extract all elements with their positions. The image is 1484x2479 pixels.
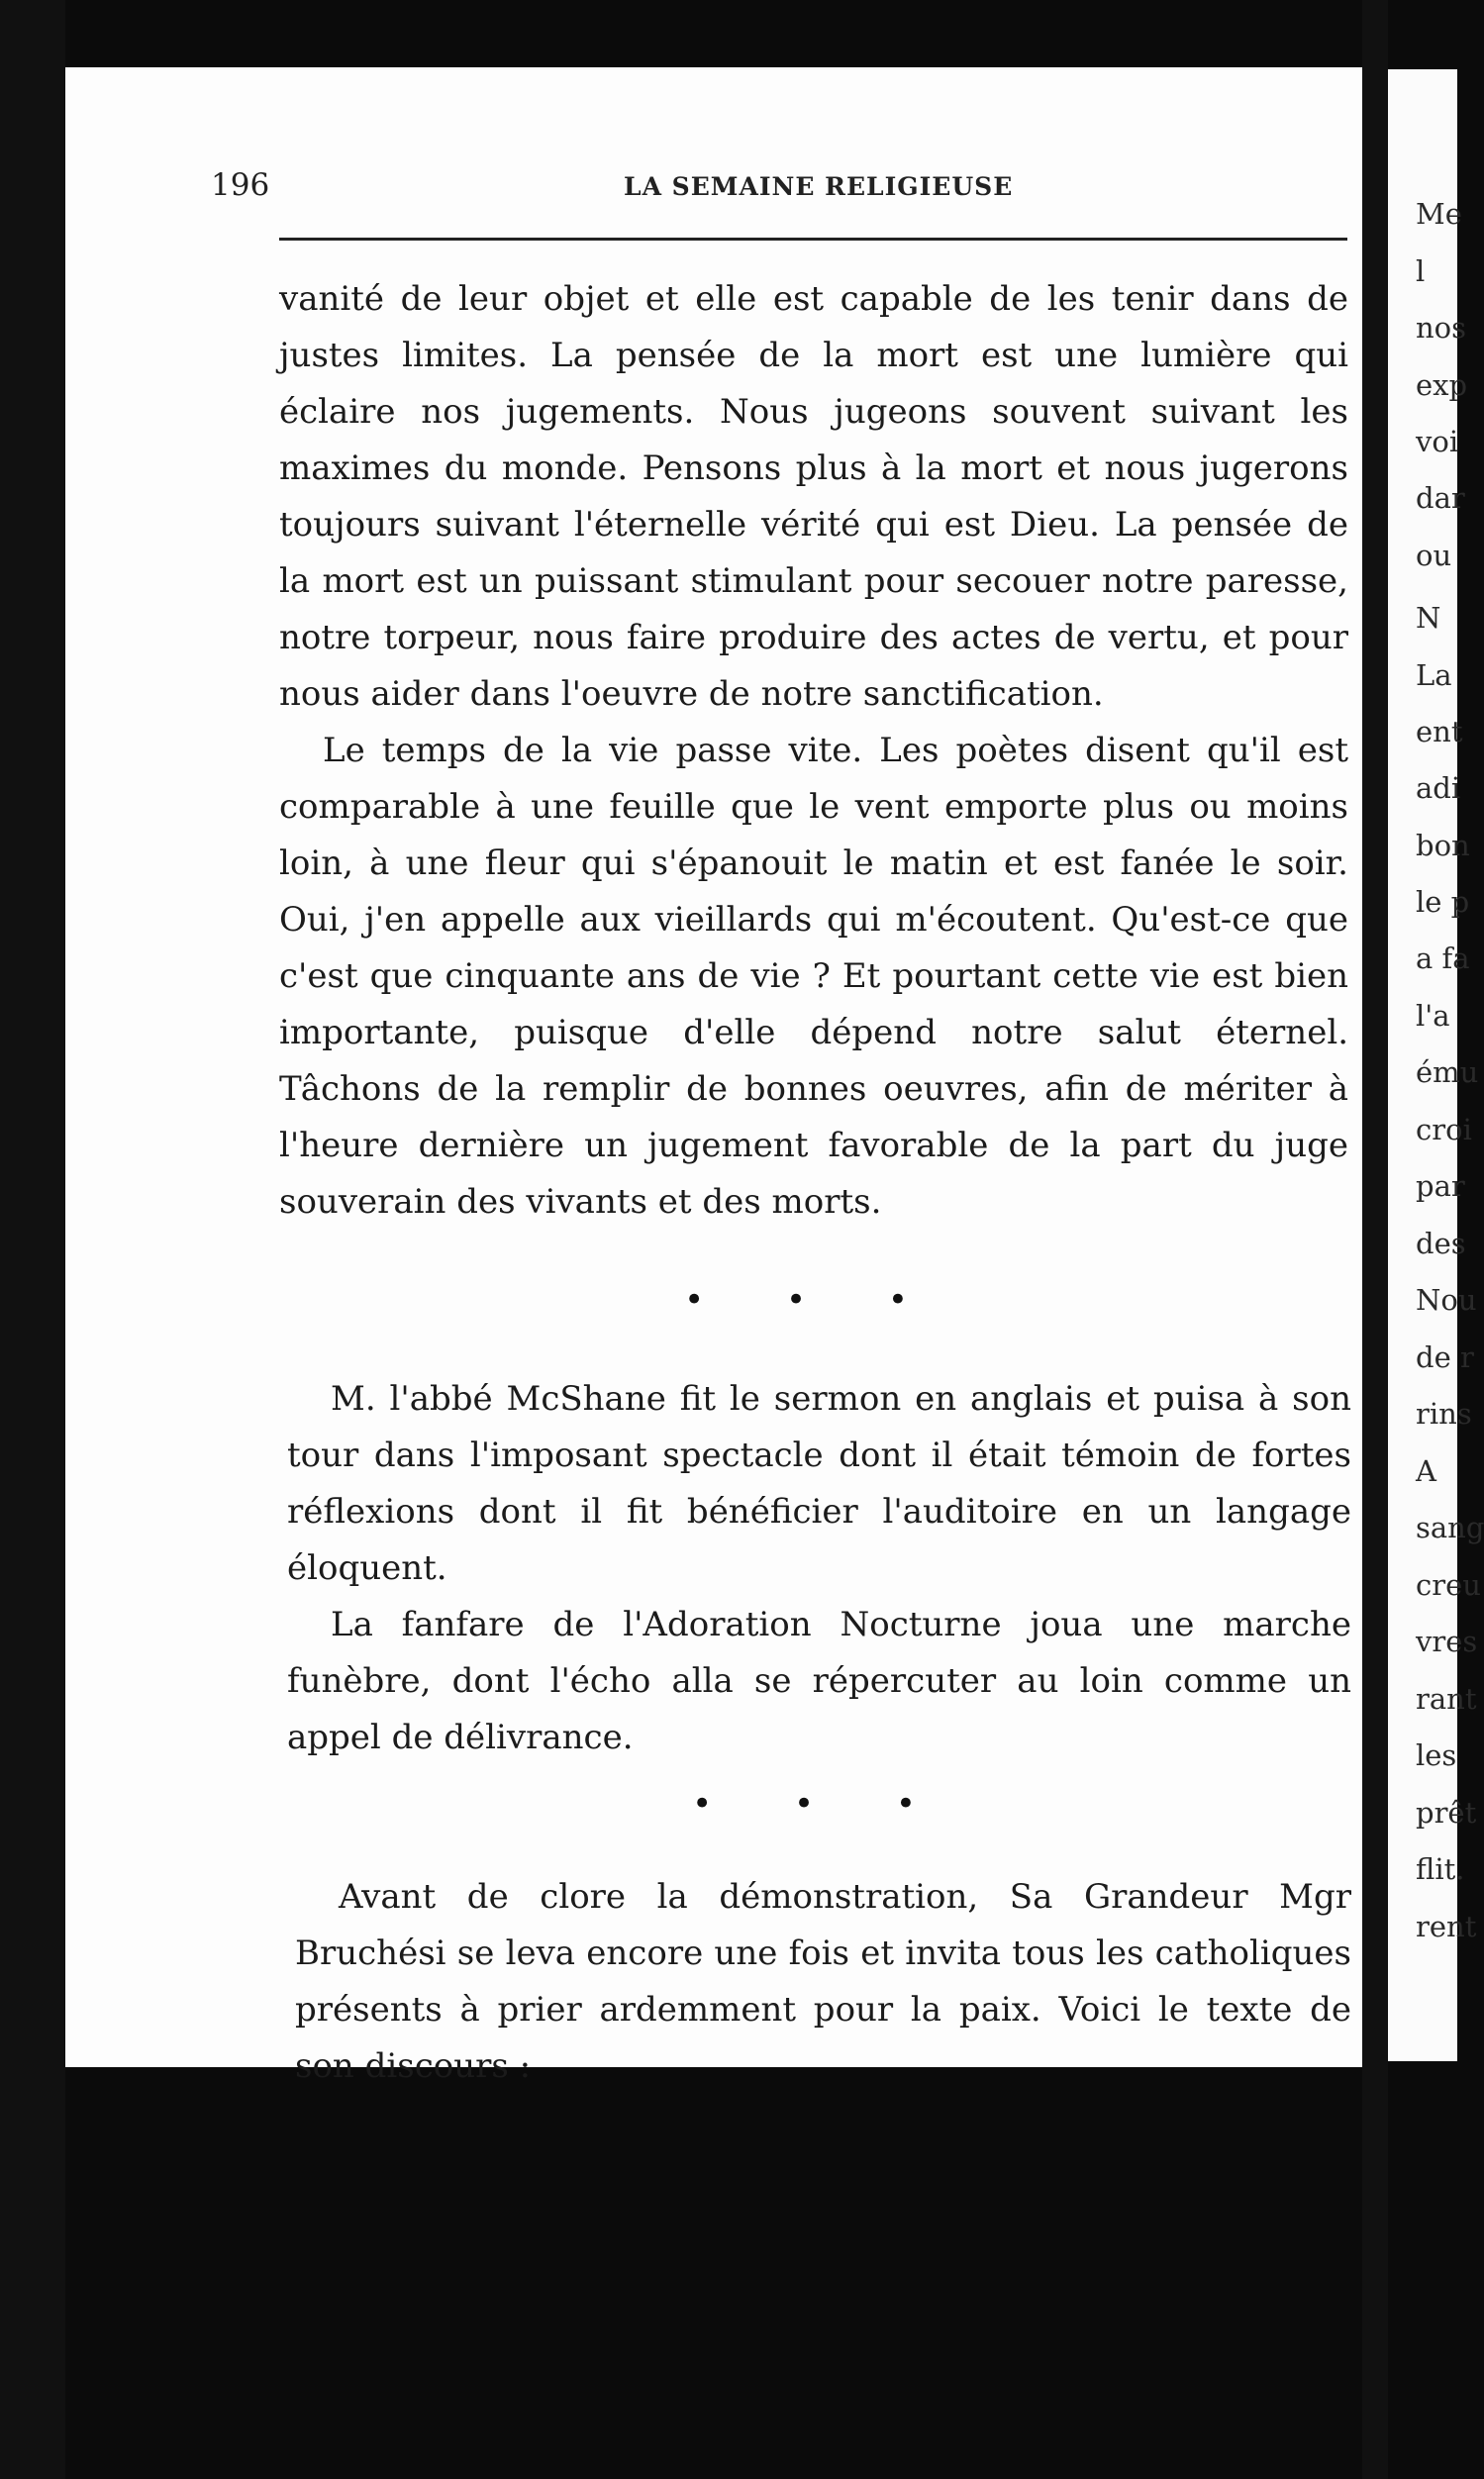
adjacent-page-text: le p (1416, 885, 1470, 919)
paragraph: Avant de clore la démonstration, Sa Grandeur Mgr Bruchési se leva encore une fois et invita tous les catholiques présents à prier ardemment pour la paix. Voici le texte de son discours : (295, 1877, 1351, 2086)
adjacent-page-text: des (1416, 1227, 1466, 1260)
adjacent-page-text: sang (1416, 1511, 1484, 1544)
adjacent-page-text: voi (1416, 425, 1459, 458)
adjacent-page-text: par (1416, 1169, 1465, 1203)
adjacent-page-text: nos (1416, 311, 1467, 345)
adjacent-page-text: rant (1416, 1682, 1477, 1716)
adjacent-page-text: l'a (1416, 999, 1450, 1033)
page-number: 196 (211, 167, 270, 203)
adjacent-page-text: ému (1416, 1055, 1479, 1089)
adjacent-page-text: rins (1416, 1397, 1472, 1431)
adjacent-page-text: vres (1416, 1625, 1478, 1658)
header-rule (279, 238, 1347, 241)
adjacent-page-text: ou (1416, 539, 1452, 572)
adjacent-page-text: Nou (1416, 1283, 1477, 1317)
adjacent-page-text: rent (1416, 1910, 1477, 1943)
adjacent-page-text: creu (1416, 1568, 1481, 1602)
adjacent-page-text: flit. (1416, 1852, 1465, 1886)
section-separator: • • • (692, 1784, 951, 1824)
adjacent-page-text: N (1416, 601, 1441, 635)
adjacent-page-text: exp (1416, 368, 1468, 402)
adjacent-page-text: prêt (1416, 1796, 1477, 1830)
adjacent-page-text: l (1416, 254, 1426, 288)
adjacent-page-text: La (1416, 658, 1452, 692)
paragraph: La fanfare de l'Adoration Nocturne joua une marche funèbre, dont l'écho alla se répercuter au loin comme un appel de délivrance. (287, 1605, 1351, 1757)
paragraph: Le temps de la vie passe vite. Les poètes disent qu'il est comparable à une feuille que le vent emporte plus ou moins loin, à une fleur qui s'épanouit le matin et est fanée le soir. Oui, j'en appelle aux vieillards qui m'écoutent. Qu'est-ce que c'est que cinquante ans de vie ? Et pourtant cette vie est bien importante, puisque d'elle dépend notre salut éternel. Tâchons de la remplir de bonnes oeuvres, afin de mériter à l'heure dernière un jugement favorable de la part du juge souverain des vivants et des morts. (279, 731, 1348, 1222)
scan-border-left (0, 0, 65, 2479)
adjacent-page-text: A (1416, 1454, 1436, 1488)
paragraph: M. l'abbé McShane fit le sermon en anglais et puisa à son tour dans l'imposant spectacle dont il était témoin de fortes réflexions dont il fit bénéficier l'auditoire en un langage éloquent. (287, 1379, 1351, 1588)
adjacent-page-edge (1388, 69, 1484, 2061)
adjacent-page-text: Me (1416, 197, 1462, 231)
paragraph: vanité de leur objet et elle est capable de les tenir dans de justes limites. La pensée de la mort est une lumière qui éclaire nos jugements. Nous jugeons souvent suivant les maximes du monde. Pensons plus à la mort et nous jugerons toujours suivant l'éternelle vérité qui est Dieu. La pensée de la mort est un puissant stimulant pour secouer notre paresse, notre torpeur, nous faire produire des actes de vertu, et pour nous aider dans l'oeuvre de notre sanctification. (279, 279, 1348, 714)
adjacent-page-text: de r (1416, 1340, 1474, 1374)
adjacent-page-text: les (1416, 1738, 1457, 1772)
text-block-sermon-end (279, 271, 1348, 1231)
adjacent-page-text: adi (1416, 771, 1461, 805)
section-separator: • • • (684, 1280, 943, 1320)
adjacent-page-text: ent (1416, 715, 1463, 748)
text-block-bruchesi (295, 1869, 1351, 2095)
adjacent-page-text: croi (1416, 1113, 1472, 1146)
adjacent-page-text: a fa (1416, 942, 1470, 975)
adjacent-page-text: dar (1416, 481, 1465, 515)
text-block-mcshane (287, 1371, 1351, 1766)
adjacent-page-text: bon (1416, 829, 1470, 862)
running-head: LA SEMAINE RELIGIEUSE (624, 172, 1014, 201)
page-gutter (1362, 0, 1388, 2479)
